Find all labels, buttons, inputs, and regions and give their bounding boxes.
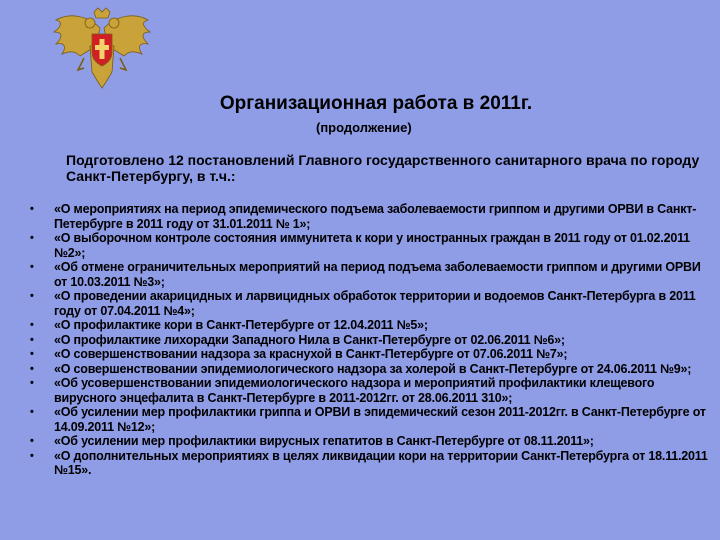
bullet-icon: • [30, 261, 34, 273]
list-item-text: «О выборочном контроле состояния иммунитета к кори у иностранных граждан в 2011 году от 01.02.2011 №2»; [54, 231, 690, 260]
list-item-text: «О профилактике лихорадки Западного Нила в Санкт-Петербурге от 02.06.2011 №6»; [54, 332, 565, 347]
bullet-icon: • [30, 203, 34, 215]
bullet-icon: • [30, 406, 34, 418]
list-item-text: «О мероприятиях на период эпидемического подъема заболеваемости гриппом и другими ОРВИ в Санкт-Петербурге в 2011 году от 31.01.2011 № 1»; [54, 202, 697, 231]
list-item [0, 231, 720, 260]
resolutions-list [0, 202, 720, 478]
list-item [0, 405, 720, 434]
list-item-text: «Об отмене ограничительных мероприятий на период подъема заболеваемости гриппом и другими ОРВИ от 10.03.2011 №3»; [54, 260, 701, 289]
bullet-icon: • [30, 333, 34, 346]
page-subtitle: (продолжение) [316, 120, 412, 135]
list-item-text: «О совершенствовании надзора за краснухой в Санкт-Петербурге от 07.06.2011 №7»; [54, 347, 568, 361]
bullet-icon: • [30, 435, 34, 447]
list-item [0, 434, 720, 449]
list-item-text: «Об усовершенствовании эпидемиологического надзора и мероприятий профилактики клещевого вирусного энцефалита в Санкт-Петербурге в 2011-2012гг. от 28.06.2011 310»; [54, 376, 655, 405]
list-item [0, 289, 720, 318]
bullet-icon: • [30, 232, 34, 244]
list-item [0, 347, 720, 362]
bullet-icon: • [30, 319, 34, 331]
list-item [0, 333, 720, 348]
list-item [0, 202, 720, 231]
list-item [0, 318, 720, 333]
list-item [0, 362, 720, 377]
bullet-icon: • [30, 348, 34, 360]
bullet-icon: • [30, 377, 34, 389]
list-item [0, 449, 720, 478]
list-item-text: «Об усилении мер профилактики гриппа и ОРВИ в эпидемический сезон 2011-2012гг. в Санкт-Петербурге от 14.09.2011 №12»; [54, 405, 706, 434]
list-item-text: «О профилактике кори в Санкт-Петербурге от 12.04.2011 №5»; [54, 318, 428, 332]
double-headed-eagle-emblem [50, 6, 154, 92]
bullet-icon: • [30, 362, 34, 375]
list-item [0, 376, 720, 405]
list-item [0, 260, 720, 289]
page-title: Организационная работа в 2011г. [219, 93, 533, 114]
list-item-text: «О совершенствовании эпидемиологического надзора за холерой в Санкт-Петербурге от 24.06.2011 №9»; [54, 361, 692, 376]
list-item-text: «Об усилении мер профилактики вирусных гепатитов в Санкт-Петербурге от 08.11.2011»; [54, 434, 594, 448]
list-item-text: «О дополнительных мероприятиях в целях ликвидации кори на территории Санкт-Петербурга от 18.11.2011 №15». [54, 448, 708, 477]
bullet-icon: • [30, 449, 34, 462]
list-item-text: «О проведении акарицидных и ларвицидных обработок территории и водоемов Санкт-Петербурга в 2011 году от 07.04.2011 №4»; [54, 289, 696, 318]
bullet-icon: • [30, 290, 34, 302]
intro-text: Подготовлено 12 постановлений Главного государственного санитарного врача по городу Санкт-Петербургу, в т.ч.: [66, 152, 700, 184]
